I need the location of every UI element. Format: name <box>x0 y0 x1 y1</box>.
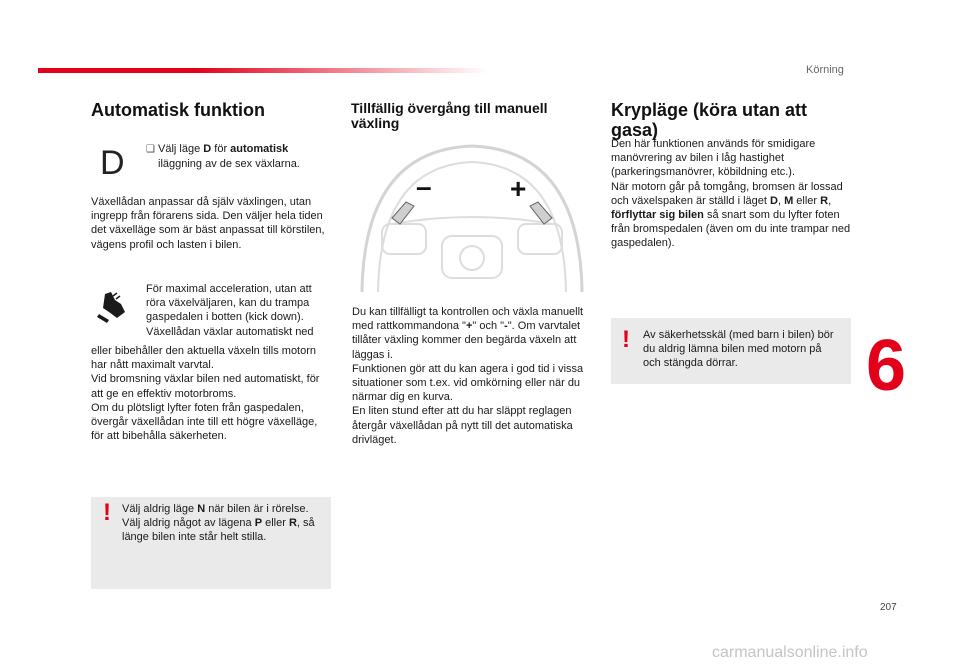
warning-text-children: Av säkerhetsskäl (med barn i bilen) bör du aldrig lämna bilen med motorn på och stängda dörrar. <box>643 329 834 370</box>
col3-body: Den här funktionen används för smidigare manövrering av bilen i låg hastighet (parkeringsmanövrer, köbildning etc.). När motorn går på tomgång, bromsen är lossad och växelspaken är ställd i läget D, M eller R, förflyttar sig bilen så snart som du lyfter foten från bromspedalen (även om du inte trampar ned gaspedalen). <box>611 138 851 250</box>
gear-d-icon: D <box>100 144 125 182</box>
select-d-instruction: ❑ Välj läge D för automatisk iläggning av de sex växlarna. <box>146 143 300 171</box>
col1-para1: Växellådan anpassar då själv växlingen, utan ingrepp från förarens sida. Den väljer hela tiden det växelläge som är bäst anpassat till körstilen, vägens profil och lasten i bilen. <box>91 196 325 251</box>
steering-wheel-paddles-icon <box>352 140 592 292</box>
section-title: Körning <box>806 64 844 76</box>
page-number: 207 <box>880 602 897 613</box>
col1-title: Automatisk funktion <box>91 100 265 120</box>
checkbox-bullet-icon: ❑ <box>146 144 155 155</box>
watermark: carmanualsonline.info <box>712 644 868 661</box>
kick-down-intro: För maximal acceleration, utan att röra växelväljaren, kan du trampa gaspedalen i botten (kick down). Växellådan växlar automatiskt ned <box>146 283 314 338</box>
col3-title: Krypläge (köra utan att gasa) <box>611 100 808 140</box>
col2-title: Tillfällig övergång till manuell växling <box>351 100 548 131</box>
warning-icon: ! <box>103 499 111 526</box>
warning-icon-children: ! <box>622 326 630 353</box>
warning-text-gears: Välj aldrig läge N när bilen är i rörelse. Välj aldrig något av lägena P eller R, så länge bilen inte står helt stilla. <box>122 503 315 544</box>
header-accent-bar <box>38 68 488 73</box>
minus-label: – <box>416 171 432 202</box>
chapter-number: 6 <box>866 326 907 406</box>
col2-body: Du kan tillfälligt ta kontrollen och växla manuellt med rattkommandona "+" och "-". Om varvtalet tillåter växling kommer den begärda växeln att läggas i. Funktionen gör att du kan agera i god tid i vissa situationer som t.ex. vid omkörning eller när du närmar dig en kurva. En liten stund efter att du har släppt reglagen återgår växellådan på nytt till det automatiska drivläget. <box>352 306 584 446</box>
kick-down-body: eller bibehåller den aktuella växeln tills motorn har nått maximalt varvtal. Vid bromsning växlar bilen ned automatiskt, för att ge en effektiv motorbroms. Om du plötsligt lyfter foten från gaspedalen, övergår växellådan inte till ett högre växelläge, för att bibehålla säkerheten. <box>91 345 320 443</box>
foot-pedal-icon <box>95 290 129 324</box>
plus-label: + <box>510 173 527 204</box>
